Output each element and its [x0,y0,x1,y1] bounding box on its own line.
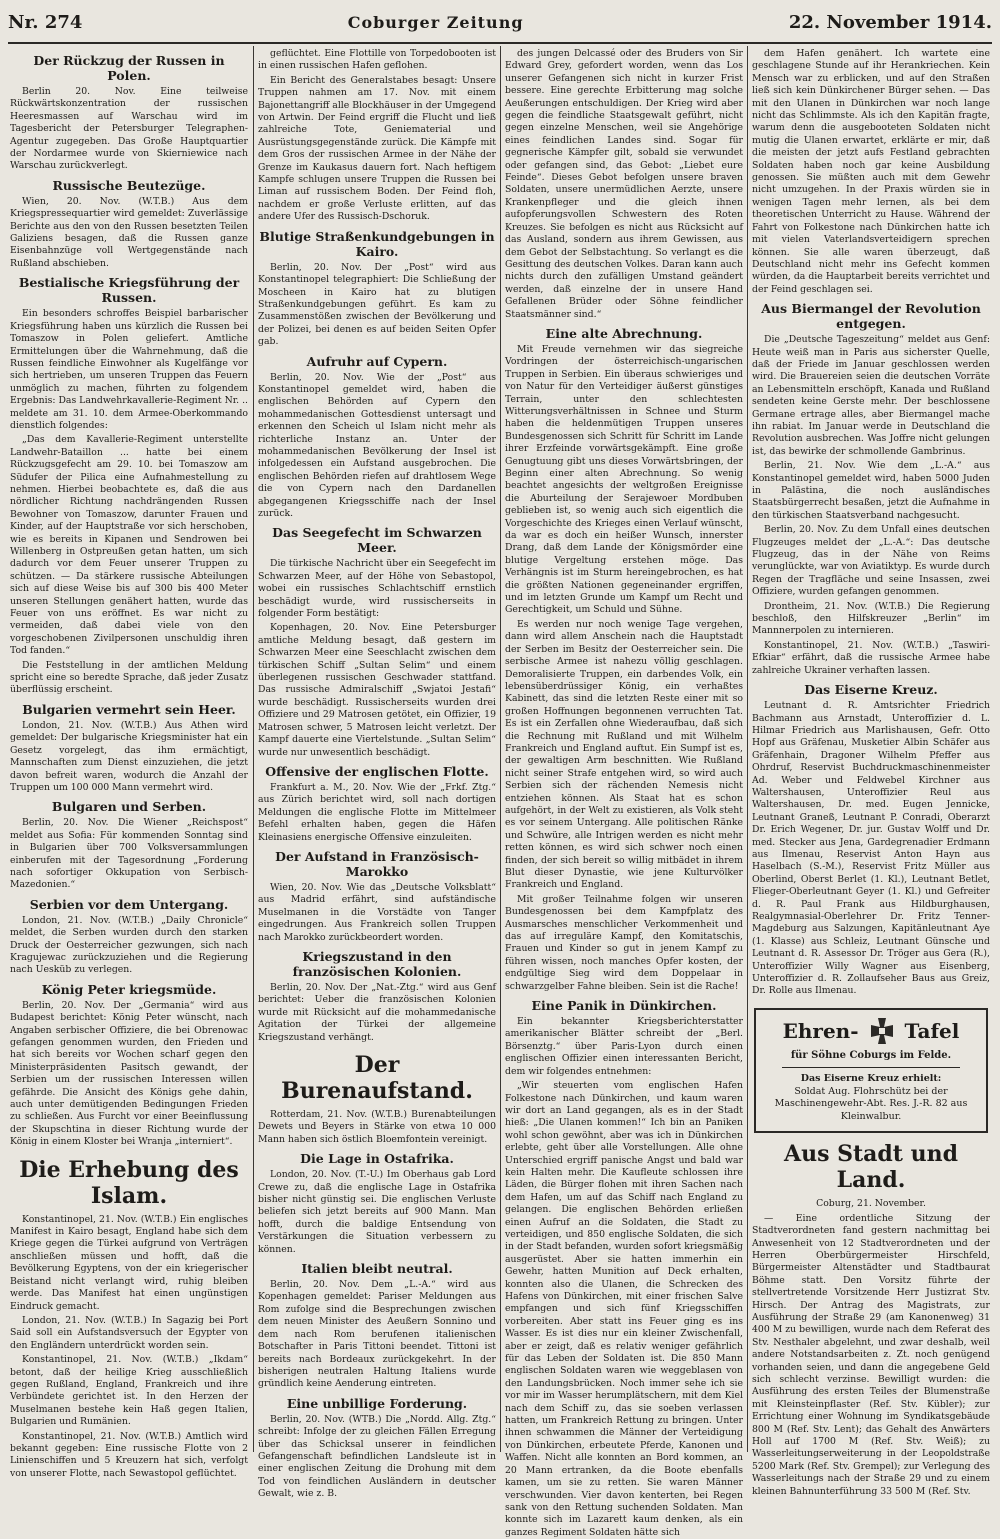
paragraph: Berlin, 20. Nov. Der „Nat.-Ztg.“ wird aus Genf berichtet: Ueber die französischen Kolonien wurde mit Rücksicht auf die mohammedanische Agitation der Türkei der allgemeine Kriegszustand verhängt. [258,981,496,1043]
paragraph: Berlin, 21. Nov. Wie dem „L.-A.“ aus Konstantinopel gemeldet wird, haben 5000 Juden in Palästina, die noch ausländisches Staatsbürgerrecht besaßen, jetzt die Aufnahme in den türkischen Staatsverband nachgesucht. [752,460,990,521]
issue-date: 22. November 1914. [788,11,992,33]
honor-roll-award: Das Eiserne Kreuz erhielt: [800,1073,942,1085]
divider [782,1067,960,1068]
column-rule [747,46,748,1452]
column-2 [258,48,496,1500]
major-headline: Der Burenaufstand. [281,1052,473,1104]
paragraph: Rotterdam, 21. Nov. (W.T.B.) Burenabteilungen Dewets und Beyers in Stärke von etwa 10 000 Mann haben sich östlich Bloemfontein vereinigt. [258,1109,496,1145]
paragraph: Berlin, 20. Nov. Der „Germania“ wird aus Budapest berichtet: König Peter wünscht, nach Angaben serbischer Offiziere, die bei Obrenowac gefangen genommen wurden, den Frieden und hat sich bereits vor Wochen scharf gegen den Ministerpräsidenten Pasitsch gewandt, der Serbien um der russischen Interessen willen gefährde. Die Ansicht des Königs gehe dahin, auch unter demütigenden Bedingungen Frieden zu schließen. Aus Furcht vor einer Beeinflussung der Skupschtina in dieser Richtung wurde der König in einem Kloster bei Wranja „interniert“. [10,999,248,1148]
paragraph: geflüchtet. Eine Flottille von Torpedobooten ist in einen russischen Hafen geflohen. [258,48,496,72]
major-headline: Aus Stadt und Land. [784,1141,958,1194]
paragraph: Berlin, 20. Nov. Zu dem Unfall eines deutschen Flugzeuges meldet der „L.-A.“: Das deutsche Flugzeug, das in der Nähe von Reims verunglückte, war von Aviatiktyp. Es wurde durch Regen der Tragfläche und seine Insassen, zwei Offiziere, wurden gefangen genommen. [752,524,990,598]
headline: Aufruhr auf Cypern. [306,353,448,369]
paragraph: Die türkische Nachricht über ein Seegefecht im Schwarzen Meer, auf der Höhe von Sebastopol, wobei ein russisches Schlachtschiff ernstlich beschädigt wurde, wird russischerseits in folgender Form bestätigt: [258,558,496,620]
column-1 [10,48,249,1479]
honor-roll-subtitle: für Söhne Coburgs im Felde. [790,1049,952,1061]
issue-number: Nr. 274 [8,11,83,33]
paragraph: Wien, 20. Nov. Wie das „Deutsche Volksblatt“ aus Madrid erfährt, sind aufständische Muselmanen in die Vorstädte von Tanger eingedrungen. Aus Frankreich sollen Truppen nach Marokko zurückbeordert worden. [258,881,496,943]
column-rule [253,46,254,1452]
headline: Bulgarien vermehrt sein Heer. [22,701,236,717]
honor-roll-text: Soldat Aug. Flohrschütz bei der Maschinengewehr-Abt. Res. J.-R. 82 aus Kleinwalbur. [774,1085,968,1122]
honor-roll-title [762,1016,980,1046]
paragraph: London, 20. Nov. (T.-U.) Im Oberhaus gab Lord Crewe zu, daß die englische Lage in Ostafrika bisher nicht günstig sei. Die englischen Verluste beliefen sich jetzt bereits auf 900 Mann. Man hofft, durch die baldige Entsendung von Verstärkungen die Situation verbessern zu können. [258,1169,496,1255]
paragraph: Leutnant d. R. Amtsrichter Friedrich Bachmann aus Arnstadt, Unteroffizier d. L. Hilmar Friedrich aus Marlishausen, Gefr. Otto Hopf aus Gräfenau, Musketier Albin Schäfer aus Gräfenhain, Dragoner Wilhelm Pfeffer aus Ohrdruf, Reservist Buchdruckmaschinenmeister Ad. Weber und Feldwebel Kirchner aus Waltershausen, Unteroffizier Reul aus Waltershausen, Dr. med. Eugen Jennicke, Leutnant Graneß, Leutnant P. Conradi, Oberarzt Dr. Erich Wegener, Dr. jur. Gustav Wolff und Dr. med. Stecker aus Jena, Gardegrenadier Erdmann aus Ilmenau, Reservist Anton Hayn aus Haselbach (S.-M.), Reservist Fritz Müller aus Oberlind, Oberst Berlet (1. Kl.), Leutnant Betlet, Flieger-Oberleutnant Geyer (1. Kl.) und Gefreiter d. R. Paul Frank aus Hildburghausen, Realgymnasial-Oberlehrer Dr. Fritz Tenner-Magdeburg aus Salzungen, Kapitänleutnant Aye (1. Klasse) aus Schleiz, Leutnant Günsche und Leutnant d. R. Assessor Dr. Tröger aus Gera (R.), Unteroffizier Willy Wagner aus Eisenberg, Unteroffizier d. R. Zollaufseher Baus aus Greiz, Dr. Rolle aus Ilmenau. [752,700,990,997]
headline: Eine unbillige Forderung. [286,1395,468,1411]
column-3 [505,48,743,1538]
column-4 [752,48,990,1497]
headline: Offensive der englischen Flotte. [265,763,489,779]
headline: König Peter kriegsmüde. [41,981,217,997]
headline: Aus Biermangel der Revolution entgegen. [761,301,981,332]
paragraph: Ein bekannter Kriegsberichterstatter amerikanischer Blätter schreibt der „Berl. Börsenztg.“ über Paris-Lyon durch einen englischen Offizier einen interessanten Bericht, dem wir folgendes entnehmen: [505,1016,743,1077]
paragraph: Berlin, 20. Nov. Die Wiener „Reichspost“ meldet aus Sofia: Für kommenden Sonntag sind in Bulgarien über 700 Volksversammlungen einberufen mit der Tagesordnung „Forderung nach sofortiger Okkupation von Serbisch-Mazedonien.“ [10,817,248,891]
paper-title: Coburger Zeitung [347,12,524,32]
paragraph: London, 21. Nov. (W.T.B.) Aus Athen wird gemeldet: Der bulgarische Kriegsminister hat ein Gesetz vorgelegt, das ihm ermächtigt, Mannschaften zum Dienst einzuziehen, die jetzt davon befreit waren, wodurch die Anzahl der Truppen um 100 000 Mann vermehrt wird. [10,719,248,793]
headline: Bulgaren und Serben. [51,799,207,815]
paragraph: Berlin, 20. Nov. (WTB.) Die „Nordd. Allg. Ztg.“ schreibt: Infolge der zu gleichen Fällen Erregung über das Schicksal unserer in feindlichen Gefangenschaft befindlichen Landsleute ist in einer englischen Zeitung die Drohung mit dem Tod von feindlichen Ausländern in deutscher Gewalt, wie z. B. [258,1413,496,1500]
paragraph: Frankfurt a. M., 20. Nov. Wie der „Frkf. Ztg.“ aus Zürich berichtet wird, soll nach dortigen Meldungen die englische Flotte im Mittelmeer Befehl erhalten haben, gegen die Häfen Kleinasiens energische Offensive einzuleiten. [258,781,496,843]
headline: Kriegszustand in den französischen Kolonien. [292,948,462,979]
headline: Der Rückzug der Russen in Polen. [33,53,225,83]
paragraph: Ein Bericht des Generalstabes besagt: Unsere Truppen nahmen am 17. Nov. mit einem Bajonettangriff alle Blockhäuser in der Umgegend von Artwin. Der Feind ergriff die Flucht und ließ zahlreiche Tote, Geniematerial und Ausrüstungsgegenstände zurück. Die Kämpfe mit dem Gros der russischen Armee in der Nähe der Grenze im Kaukasus dauern fort. Nach heftigem Kampfe schlugen unsere Truppen die Russen bei Liman auf russischem Boden. Der Feind floh, nachdem er große Verluste erlitten, auf das andere Ufer des Russisch-Dschoruk. [258,74,496,223]
paragraph: Konstantinopel, 21. Nov. (W.T.B.) „Taswiri-Efkiar“ erfährt, daß die russische Armee habe zahlreiche Ukrainer verhaften lassen. [752,639,990,676]
major-headline: Die Erhebung des Islam. [19,1156,239,1209]
honor-roll-title-left: Ehren- [782,1018,859,1043]
paragraph: Berlin, 20. Nov. Wie der „Post“ aus Konstantinopel gemeldet wird, haben die englischen Behörden auf Cypern den mohammedanischen Gottesdienst untersagt und erkennen den Scheich ul Islam nicht mehr als richterliche Instanz an. Unter der mohammedanischen Bevölkerung der Insel ist infolgedessen ein Aufstand ausgebrochen. Die englischen Behörden riefen auf drahtlosem Wege die von Cypern nach den Dardanellen abgegangenen Kriegsschiffe nach der Insel zurück. [258,371,496,519]
honor-roll-title-right: Tafel [904,1018,960,1043]
paragraph: Berlin 20. Nov. Eine teilweise Rückwärtskonzentration der russischen Heeresmassen auf Warschau wird im Tagesbericht der Petersburger Telegraphen-Agentur zugegeben. Das Große Hauptquartier der Nordarmee wurde von Skierniewice nach Warschau zurückverlegt. [10,86,248,172]
paragraph: Mit großer Teilnahme folgen wir unseren Bundesgenossen bei dem Kampfplatz des Ausmarsches menschlicher Verkommenheit und das auf irreguläre Kampf, den Komitatschis, Frauen und Kinder so gut in jenem Kampf zu führen wissen, noch manches Opfer kosten, der endgültige Sieg wird dem Doppelaar in schwarzgelber Fahne bleiben. Sein ist die Rache! [505,893,743,992]
paragraph: Ein besonders schroffes Beispiel barbarischer Kriegsführung haben uns kürzlich die Russen bei Tomaszow in Polen geliefert. Amtliche Ermittelungen über die Wahrnehmung, daß die Russen feindliche Einwohner als Kugelfänge vor sich hertrieben, um unseren Truppen das Feuern unmöglich zu machen, führten zu folgendem Ergebnis: Das Landwehrkavallerie-Regiment Nr. .. meldete am 31. 10. dem Armee-Oberkommando dienstlich folgendes: [10,308,249,431]
headline: Russische Beutezüge. [52,177,206,193]
dateline: Coburg, 21. November. [816,1198,926,1210]
headline: Eine alte Abrechnung. [545,325,703,341]
masthead [8,2,992,44]
paragraph: London, 21. Nov. (W.T.B.) In Sagazig bei Port Said soll ein Aufstandsversuch der Egypter von den Engländern unterdrückt worden sein. [10,1314,248,1351]
paragraph: Die „Deutsche Tageszeitung“ meldet aus Genf: Heute weiß man in Paris aus sicherster Quelle, daß der Friede im Januar geschlossen werden wird. Die Brauereien seien die deutschen Vorräte an Lebensmitteln erschöpft, Kanada und Rußland sendeten keine Gerste mehr. Der beschlossene Germane ertrage alles, aber Biermangel mache ihn rabiat. Im Januar werde in Deutschland die Revolution ausbrechen. Was Joffre nicht gelungen ist, das bewirke der schmollende Gambrinus. [752,334,990,457]
paragraph: Wien, 20. Nov. (W.T.B.) Aus dem Kriegspressequartier wird gemeldet: Zuverlässige Berichte aus den von den Russen besetzten Teilen Galiziens besagen, daß die Russen ganze Eisenbahnzüge voll Wertgegenstände nach Rußland abschieben. [10,195,248,269]
headline: Das Eiserne Kreuz. [804,682,938,698]
headline: Das Seegefecht im Schwarzen Meer. [272,525,482,556]
headline: Serbien vor dem Untergang. [29,896,229,912]
paragraph: Es werden nur noch wenige Tage vergehen, dann wird allem Anschein nach die Hauptstadt der Serben im Besitz der Oesterreicher sein. Die serbische Armee ist nahezu völlig geschlagen. Demoralisierte Truppen, ein darbendes Volk, ein lebensüberdrüssiger König, ein verhaßtes Kabinett, das sind die letzten Reste einer mit so großen Hoffnungen begonnenen verruchten Tat. Es ist ein Zerfallen ohne Wiederaufbau, daß sich die Rechnung mit Rußland und mit Wilhelm Frankreich und England auftut. Ein Sumpf ist es, der gewaltigen Arm beschnitten. Wie Rußland nicht seiner Strafe entgehen wird, so wird auch Serbien sich der rächenden Nemesis nicht entziehen können. Als Staat hat es schon aufgehört, in der Welt zu existieren, als Volk steht es vor seinem Untergang. Alle politischen Ränke und Schwüre, alle Intrigen werden es nicht mehr retten können, es wird sich schwer noch einen finden, der sich bereit so willig mitbädet in ihrem Blut dieser Dynastie, wie jene Kulturvölker Frankreich und England. [505,618,743,891]
paragraph: Berlin, 20. Nov. Dem „L.-A.“ wird aus Kopenhagen gemeldet: Pariser Meldungen aus Rom zufolge sind die Besprechungen zwischen dem neuen Minister des Aeußern Sonnino und dem nach Rom berufenen italienischen Botschafter in Paris Tittoni beendet. Tittoni ist bereits nach Bordeaux zurückgekehrt. In der bisherigen neutralen Haltung Italiens wurde gründlich keine Aenderung eintreten. [258,1279,496,1390]
paragraph: Mit Freude vernehmen wir das siegreiche Vordringen der österreichisch-ungarischen Truppen in Serbien. Ein überaus schwieriges und von Natur für den Verteidiger äußerst günstiges Terrain, unter den schlechtesten Witterungsverhältnissen in Schnee und Sturm haben die heldenmütigen Truppen unseres Bundesgenossen sich Schritt für Schritt im Lande ihrer Erzfeinde vorwärtsgekämpft. Eine große Genugtuung gibt uns dieses Vorwärtsbringen, der Beginn einer alten Abrechnung. So wenig beachtet angesichts der weltgroßen Ereignisse die Aburteilung der Serajewoer Mordbuben geblieben ist, so wenig auch sich eigentlich die Vorgeschichte des Krieges einen Verlauf wünscht, da war es doch ein heißer Wunsch, innerster Drang, daß dem Lande der Königsmörder eine blutige Vergeltung erstehen möge. Das Verhängnis ist im Sturm hereingebrochen, es hat die größten Nationen gegeneinander ergriffen, und im letzten Grunde um Kampf um Recht und Gerechtigkeit, um Schuld und Sühne. [505,343,743,616]
paragraph: — Eine ordentliche Sitzung der Stadtverordneten fand gestern nachmittag bei Anwesenheit von 12 Stadtverordneten und der Herren Oberbürgermeister Hirschfeld, Bürgermeister Altenstädter und Stadtbaurat Böhme statt. Den Vorsitz führte der stellvertretende Vorsitzende Herr Justizrat Stv. Hirsch. Der Antrag des Magistrats, zur Ausführung der Straße 29 (am Kanonenweg) 31 400 M zu bewilligen, wurde nach dem Referat des Stv. Nesthaler abgelehnt, und zwar deshalb, weil andere Notstandsarbeiten z. Zt. noch genügend vorhanden seien, und dann die angegebene Geld sich schlecht verzinse. Bewilligt wurden: die Ausführung des ersten Teiles der Blumenstraße mit Kleinsteinpflaster (Ref. Stv. Kübler); zur Errichtung einer Wohnung im Syndikatsgebäude 800 M (Ref. Stv. Lent); das Gehalt des Anwärters Holl auf 1700 M (Ref. Stv. Weiß); zu Wasserleitungserweiterung in der Leopoldstraße 5200 Mark (Ref. Stv. Grempel); zur Verlegung des Wasserleitungs nach der Straße 29 und zu einem kleinen Bahnunterführung 33 500 M (Ref. Stv. [752,1212,990,1497]
headline: Eine Panik in Dünkirchen. [531,998,717,1014]
paragraph: Konstantinopel, 21. Nov. (W.T.B.) „Ikdam“ betont, daß der heilige Krieg ausschließlich gegen Rußland, England, Frankreich und ihre Verbündete gerichtet ist. In den Herzen der Muselmanen bestehe kein Haß gegen Italien, Bulgarien und Rumänien. [10,1354,248,1428]
paragraph: Drontheim, 21. Nov. (W.T.B.) Die Regierung beschloß, den Hilfskreuzer „Berlin“ im Mannnerpolen zu internieren. [752,600,990,637]
honor-roll-plate [754,1008,988,1134]
paragraph: Konstantinopel, 21. Nov. (W.T.B.) Amtlich wird bekannt gegeben: Eine russische Flotte von 2 Linienschiffen und 5 Kreuzern hat sich, verfolgt von unserer Flotte, nach Sewastopol geflüchtet. [10,1430,248,1479]
paragraph: „Das dem Kavallerie-Regiment unterstellte Landwehr-Bataillon ... hatte bei einem Rückzugsgefecht am 29. 10. bei Tomaszow am Südufer der Pilica eine Aufnahmestellung zu nehmen. Hierbei beobachtete es, daß die aus nördlicher Richtung nachdrängenden Russen Bewohner von Tomaszow, darunter Frauen und Kinder, auf der Hauptstraße vor sich herschoben, wie es bereits in Kipanen und Sendrowen bei Willenberg in Ostpreußen getan hatten, um sich dadurch vor dem Feuer unserer Truppen zu schützen. — Da stärkere russische Abteilungen sich auf diese Weise bis auf 300 bis 400 Meter unseren Stellungen genähert hatten, wurde das Feuer von uns eröffnet. Es war nicht zu vermeiden, daß dabei viele von den vorgeschobenen Zivilpersonen unschuldig ihren Tod fanden.“ [10,434,248,657]
headline: Der Aufstand in Französisch-Marokko [275,848,479,879]
headline: Die Lage in Ostafrika. [300,1151,454,1167]
paragraph: des jungen Delcassé oder des Bruders von Sir Edward Grey, gefordert worden, wenn das Los unserer Gefangenen sich nicht in kurzer Frist bessere. Eine gerechte Erbitterung mag solche Aeußerungen entschuldigen. Der Krieg wird aber gegen die feindliche Staatsgewalt geführt, nicht gegen einzelne Menschen, weil sie Angehörige eines feindlichen Landes sind. Sogar für gegnerische Kämpfer gilt, sobald sie verwundet oder gefangen sind, das Gebot: „Liebet eure Feinde“. Dieses Gebot befolgen unsere braven Soldaten, unsere unermüdlichen Aerzte, unsere Krankenpfleger und die gleich ihnen aufopferungsvollen Schwestern des Roten Kreuzes. Sie befolgen es nicht aus Rücksicht auf das Ausland, sondern aus ihrem Gewissen, aus dem Gebot der Selbstachtung. So verlangt es die Gesittung des deutschen Volkes. Daran kann auch nichts durch den zufälligen Umstand geändert werden, daß einzelne der in unsere Hand Gefallenen Brüder oder Söhne feindlicher Staatsmänner sind.“ [505,48,743,320]
headline: Bestialische Kriegsführung der Russen. [18,275,240,306]
headline: Blutige Straßenkundgebungen in Kairo. [259,228,495,259]
paragraph: dem Hafen genähert. Ich wartete eine geschlagene Stunde auf ihr Herankriechen. Kein Mensch war zu erblicken, und auf den Straßen ließ sich kein Dünkirchener Bürger sehen. — Das mit den Ulanen in Dünkirchen war noch lange nicht das Schlimmste. Als ich den Kapitän fragte, warum denn die ausgebooteten Soldaten nicht mutig die Ulanen erwartet, erklärte er mir, daß die meisten der jetzt aufs Festland gebrachten Soldaten haben noch gar keine Ausbildung genossen. Sie müßten auch mit dem Gewehr nicht umzugehen. In der Praxis würden sie in wenigen Tagen mehr lernen, als bei dem theoretischen Unterricht zu Hause. Während der Fahrt von Folkestone nach Dünkirchen hatte ich mit vielen Vaterlandsverteidigern sprechen können. Sie alle waren überzeugt, daß Deutschland nicht mehr ins Gefecht kommen würden, da die Hauptarbeit bereits verrichtet und der Feind geschlagen sei. [752,48,990,295]
column-rule [500,46,501,1452]
paragraph: Berlin, 20. Nov. Der „Post“ wird aus Konstantinopel telegraphiert: Die Schließung der Moscheen in Kairo hat zu blutigen Straßenkundgebungen geführt. Es kam zu Zusammenstößen zwischen der Bevölkerung und der Polizei, bei denen es auf beiden Seiten Opfer gab. [258,261,496,348]
paragraph: London, 21. Nov. (W.T.B.) „Daily Chronicle“ meldet, die Serben wurden durch den starken Druck der Oesterreicher gezwungen, sich nach Kragujewac zurückzuziehen und die Regierung nach Uesküb zu verlegen. [10,914,248,976]
paragraph: Konstantinopel, 21. Nov. (W.T.B.) Ein englisches Manifest in Kairo besagt, England habe sich dem Kriege gegen die Türkei aufgrund von Verträgen anschließen müssen und hofft, daß die Bevölkerung Egyptens, von der ein kriegerischer Beistand nicht verlangt wird, ruhig bleiben werde. Das Manifest hat einen ungünstigen Eindruck gemacht. [10,1213,248,1312]
headline: Italien bleibt neutral. [301,1261,453,1277]
paragraph: Kopenhagen, 20. Nov. Eine Petersburger amtliche Meldung besagt, daß gestern im Schwarzen Meer eine Seeschlacht zwischen dem türkischen Schiff „Sultan Selim“ und einem überlegenen russischen Geschwader stattfand. Das russische Admiralschiff „Swjatoi Jestafi“ wurde beschädigt. Russischerseits wurden drei Offiziere und 29 Matrosen getötet, ein Offizier, 19 Matrosen schwer, 5 Matrosen leicht verletzt. Der Kampf dauerte eine Viertelstunde. „Sultan Selim“ wurde nur unwesentlich beschädigt. [258,622,496,758]
iron-cross-icon [867,1016,897,1046]
paragraph: „Wir steuerten vom englischen Hafen Folkestone nach Dünkirchen, und kaum waren wir dort an Land gegangen, als es in der Stadt hieß: „Die Ulanen kommen!“ Ich bin an Paniken wohl schon gewöhnt, aber was ich in Dünkirchen erlebte, geht über alle Vorstellungen. Alle ohne Unterschied ergriff panische Angst und bald war kein Halten mehr. Die Kaufleute schlossen ihre Läden, die Bürger flohen mit ihren Sachen nach dem Hafen, um auf das Schiff nach England zu gelangen. Die englischen Behörden erließen einen Aufruf an die Soldaten, die Stadt zu verteidigen, und 850 englische Soldaten, die sich in der Stadt befanden, wurden sofort kriegsmäßig ausgerüstet. Aber sie hatten immerhin ein Gewehr, hatten Munition auf Deck erhalten, konnten also die Ulanen, die Schrecken des Hafens von Dünkirchen, mit einer frischen Salve empfangen und sich fünf Kriegsschiffen vorbereiten. Aber statt ins Feuer ging es ins Wasser. Es ist dies nur ein kleiner Zwischenfall, aber er zeigt, daß es relativ weniger gefährlich für das Leben der Soldaten ist. Die 850 Mann englischen Soldaten waren wie weggeblasen von den Landungsbrücken. Noch immer sehe ich sie vor mir im Wasser herumplätschern, mit dem Kiel nach dem Schiff zu, das sie soeben verlassen hatten, um Frankreich Rettung zu bringen. Unter ihnen schwammen die Männer der Verteidigung von Dünkirchen, erbeutete Pferde, Kanonen und Waffen. Nicht alle konnten an Bord kommen, an 20 Mann ertranken, da die Boote ebenfalls kamen, um sie zu retten. Sie waren Männer verschwunden. Vier davon kenterten, bei Regen sank von den Rettung suchenden Soldaten. Man konnte sich im Lazarett kaum denken, als ein ganzes Regiment Soldaten hätte sich [505,1080,743,1538]
paragraph: Die Feststellung in der amtlichen Meldung spricht eine so beredte Sprache, daß jeder Zusatz überflüssig erscheint. [10,659,248,696]
